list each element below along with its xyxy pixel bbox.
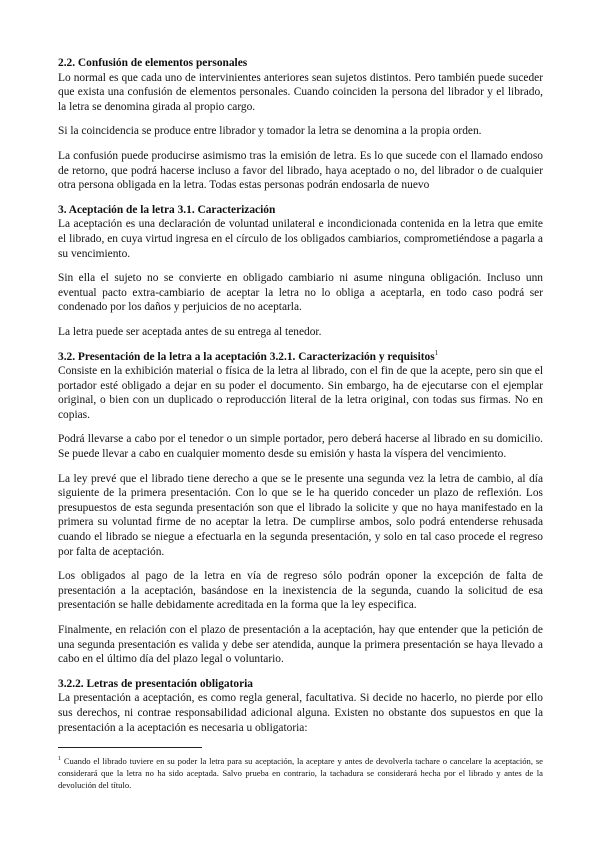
section-presentacion-obligatoria (58, 677, 543, 735)
paragraph: La aceptación es una declaración de voluntad unilateral e incondicionada contenida en la letra que emite el librado, en cuya virtud ingresa en el círculo de los obligados cambiarios, comprometiéndose a pagarla a su vencimiento. (58, 218, 543, 260)
paragraph: La ley prevé que el librado tiene derecho a que se le presente una segunda vez la letra de cambio, al día siguiente de la primera presentación. Con lo que se le ha querido conceder un plazo de reflexión. Los presupuestos de esta segunda presentación son que el librado la solicite y que no haya manifestado en la primera su voluntad firme de no aceptar la letra. De cumplirse ambos, solo podrá entenderse rehusada cuando el librado se niegue a efectuarla en la segunda presentación, y solo en tal caso procede el regreso por falta de aceptación. (58, 472, 543, 558)
paragraph: La confusión puede producirse asimismo tras la emisión de letra. Es lo que sucede con el llamado endoso de retorno, que podrá hacerse incluso a favor del librado, haya aceptado o no, del librador o de cualquier otra persona obligada en la letra. Todas estas personas podrán endosarla de nuevo (58, 149, 543, 192)
paragraph: La letra puede ser aceptada antes de su entrega al tenedor. (58, 325, 322, 338)
section-heading: 3.2. Presentación de la letra a la aceptación 3.2.1. Caracterización y requisitos$^1$ (58, 348, 439, 363)
footnote-reference[interactable]: 1 (434, 348, 439, 357)
paragraph: Los obligados al pago de la letra en vía de regreso sólo podrán oponer la excepción de falta de presentación a la aceptación, basándose en la inexistencia de la segunda, cuando la solicitud de esa presentación se halle debidamente acreditada en la forma que la ley especifica. (58, 570, 543, 612)
section-heading: 3.2.2. Letras de presentación obligatoria (58, 677, 253, 690)
footnote-separator (58, 747, 202, 748)
paragraph: La presentación a aceptación, es como regla general, facultativa. Si decide no hacerlo, no pierde por ello sus derechos, ni contrae responsabilidad adicional alguna. Existen no obstante dos supuestos en que la presentación a la aceptación es necesaria u obligatoria: (58, 692, 543, 734)
footnote-marker: 1 (58, 756, 61, 763)
section-heading: 2.2. Confusión de elementos personales (58, 57, 248, 69)
paragraph: Lo normal es que cada uno de intervinientes anteriores sean sujetos distintos. Pero también puede suceder que exista una confusión de elementos personales. Cuando coinciden la persona del librador y el librado, la letra se denomina girada al propio cargo. (58, 71, 543, 113)
paragraph: Consiste en la exhibición material o física de la letra al librado, con el fin de que la acepte, pero sin que el portador esté obligado a dejar en su poder el documento. Sin embargo, ha de ejecutarse con el ejemplar original, o bien con un duplicado o reproducción literal de la letra original, con todas sus firmas. No en copias. (58, 365, 543, 421)
section-presentacion-aceptacion (58, 350, 543, 667)
section-confusion-elementos (58, 56, 543, 193)
footnote (58, 755, 543, 792)
document-body (58, 54, 543, 745)
paragraph: Sin ella el sujeto no se convierte en obligado cambiario ni asume ninguna obligación. Incluso unn eventual pacto extra-cambiario de aceptar la letra no lo obliga a aceptarla, en todo caso podrá ser condenado por los daños y perjuicios de no aceptarla. (58, 272, 543, 314)
paragraph: Finalmente, en relación con el plazo de presentación a la aceptación, hay que entender que la petición de una segunda presentación es valida y debe ser atendida, aunque la primera presentación se haya llevado a cabo en el último día del plazo legal o voluntario. (58, 624, 543, 666)
footnote-text: Cuando el librado tuviere en su poder la letra para su aceptación, la aceptare y antes de devolverla tachare o cancelare la aceptación, se considerará que la letra no ha sido aceptada. Salvo prueba en contrario, la tachadura se considerará hecha por el librado y antes de la devolución del título. (58, 756, 543, 791)
section-aceptacion-caracterizacion (58, 203, 543, 340)
paragraph: Podrá llevarse a cabo por el tenedor o un simple portador, pero deberá hacerse al librado en su domicilio. Se puede llevar a cabo en cualquier momento desde su emisión y hasta la víspera del vencimiento. (58, 433, 543, 461)
section-heading: 3. Aceptación de la letra 3.1. Caracterización (58, 203, 276, 216)
paragraph: Si la coincidencia se produce entre librador y tomador la letra se denomina a la propia orden. (58, 125, 482, 138)
